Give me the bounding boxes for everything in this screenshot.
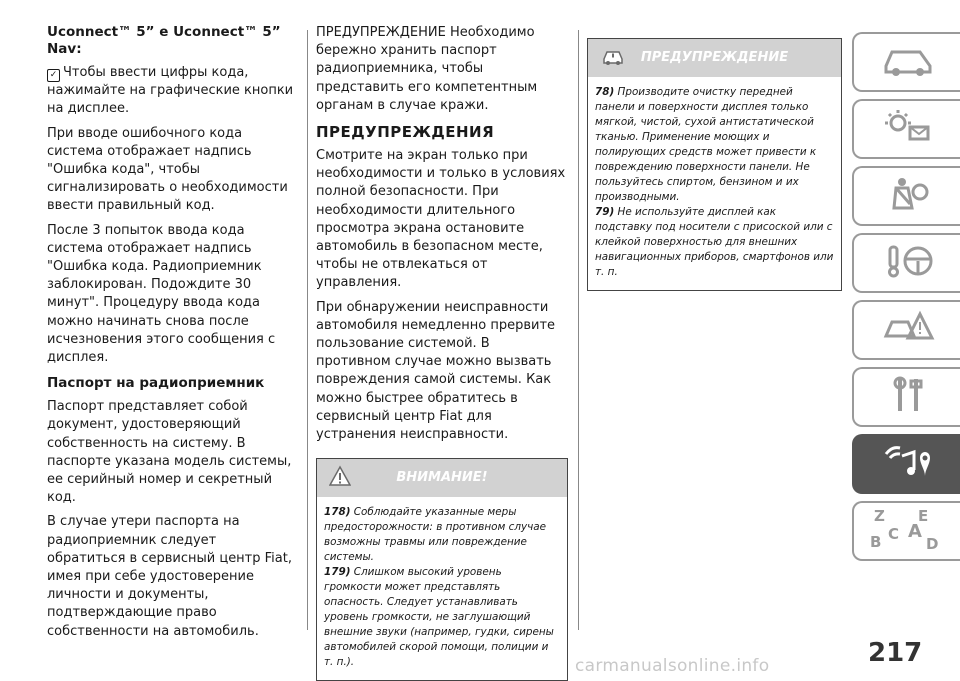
dashboard-lights-icon: [878, 107, 938, 151]
attention-box: [316, 458, 568, 681]
tab-car[interactable]: [852, 32, 960, 92]
attention-box-header: [317, 459, 567, 497]
caution-box-header: [588, 39, 841, 77]
paragraph: [47, 64, 297, 119]
tab-dashboard[interactable]: [852, 99, 960, 159]
tab-emergency[interactable]: [852, 300, 960, 360]
paragraph: После 3 попыток ввода кода система отображает надпись "Ошибка кода. Радиоприемник заблокирован. Подождите 30 минут". Процедуру ввода кода можно начинать снова после исчезновения этого сообщения с дисплея.: [47, 222, 276, 366]
hazard-warning-icon: [878, 308, 938, 352]
wrench-icon: [878, 375, 938, 419]
tab-multimedia[interactable]: [852, 434, 960, 494]
attention-box-title: ВНИМАНИЕ!: [396, 470, 488, 486]
seatbelt-airbag-icon: [878, 174, 938, 218]
column-2: [316, 24, 568, 681]
column-3: [587, 24, 842, 291]
paragraph: Паспорт представляет собой документ, удостоверяющий собственность на систему. В паспорте указана модель системы, ее серийный номер и секретный код.: [47, 399, 292, 506]
tab-safety[interactable]: [852, 166, 960, 226]
paragraph: ПРЕДУПРЕЖДЕНИЕ Необходимо бережно хранить паспорт радиоприемника, чтобы представить его компетентным органам в случае кражи.: [316, 25, 538, 113]
paragraph: В случае утери паспорта на радиоприемник следует обратиться в сервисный центр Fiat, имея при себе удостоверение личности и документы, подтверждающие право собственности на автомобиль.: [47, 514, 292, 639]
page-number: 217: [868, 638, 923, 668]
tab-starting-driving[interactable]: [852, 233, 960, 293]
watermark: carmanualsonline.info: [575, 656, 770, 676]
note-79: 79) Не используйте дисплей как подставку под носители с присоской или с клейкой поверхностью для внешних навигационных приборов, смартфонов или т. п.: [595, 206, 834, 278]
key-steering-wheel-icon: [878, 241, 938, 285]
hint-icon: ✓: [47, 69, 60, 82]
caution-box: [587, 38, 842, 291]
column-1: [47, 24, 297, 647]
attention-box-body: [317, 497, 567, 680]
tab-index[interactable]: [852, 501, 960, 561]
caution-box-title: ПРЕДУПРЕЖДЕНИЕ: [640, 50, 789, 65]
paragraph: При вводе ошибочного кода система отображает надпись "Ошибка кода", чтобы сигнализировать о необходимости ввести правильный код.: [47, 125, 288, 214]
column-divider: [578, 30, 579, 630]
note-178: 178) Соблюдайте указанные меры предосторожности: в противном случае возможны травмы или повреждение системы.: [324, 506, 547, 564]
column-divider: [307, 30, 308, 630]
paragraph: При обнаружении неисправности автомобиля немедленно прервите пользование системой. В противном случае можно вызвать повреждения самой системы. Как можно быстрее обратитесь в сервисный центр Fiat для устранения неисправности.: [316, 299, 556, 443]
note-179: 179) Слишком высокий уровень громкости может представлять опасность. Следует устанавливать уровень громкости, не заглушающий внешние звуки (например, гудки, сирены автомобилей скорой помощи, полиции и т. п.).: [324, 566, 554, 669]
chapter-tabs: [852, 32, 960, 568]
tab-maintenance[interactable]: [852, 367, 960, 427]
index-letters-icon: Z E B A C D: [870, 507, 939, 553]
paragraph-text: Чтобы ввести цифры кода, нажимайте на графические кнопки на дисплее.: [47, 65, 294, 117]
paragraph: Смотрите на экран только при необходимости и только в условиях полной безопасности. При необходимости длительного просмотра экрана остановите автомобиль в безопасном месте, чтобы не отвлекаться от управления.: [316, 148, 566, 291]
car-icon: [878, 42, 938, 82]
section-heading-passport: Паспорт на радиоприемник: [47, 375, 265, 392]
note-78: 78) Производите очистку передней панели и поверхности дисплея только мягкой, чистой, сухой антистатической тканью. Применение моющих и полирующих средств может привести к повреждению поверхности панели. Не пользуйтесь спиртом, бензином и их производными.: [595, 86, 817, 203]
section-heading-warnings: ПРЕДУПРЕЖДЕНИЯ: [316, 123, 495, 142]
multimedia-icon: [878, 440, 938, 488]
caution-box-body: [588, 77, 841, 290]
section-heading-uconnect: Uconnect™ 5” e Uconnect™ 5” Nav:: [47, 24, 281, 57]
